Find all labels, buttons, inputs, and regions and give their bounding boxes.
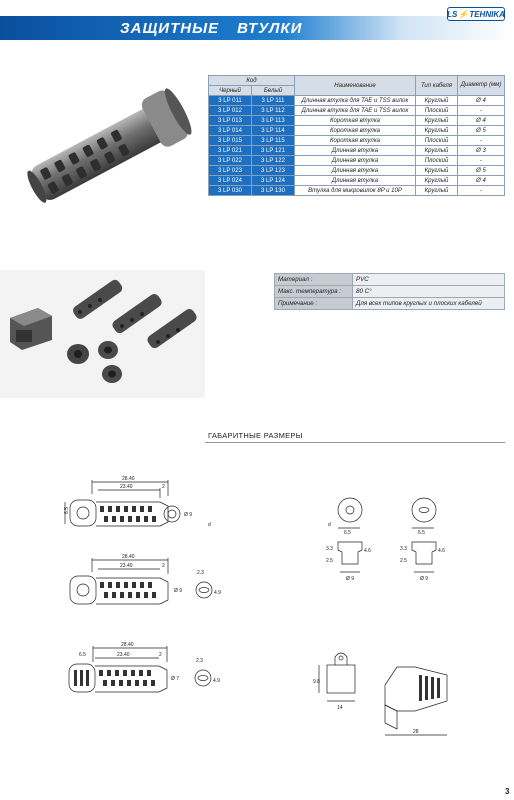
table-row <box>209 116 505 126</box>
black-code: 3 LP 024 <box>209 176 252 186</box>
dim-4-6: 4.6 <box>438 548 445 554</box>
header-name: Наименование <box>295 76 416 96</box>
dim-2-5: 2.5 <box>326 558 333 564</box>
dimensions-divider <box>205 442 505 443</box>
white-code: 3 LP 113 <box>252 116 295 126</box>
diameter: Ø 5 <box>458 166 505 176</box>
dim-4-6: 4.6 <box>364 548 371 554</box>
product-table <box>208 75 505 196</box>
product-name: Длинная втулка <box>295 146 416 156</box>
lightning-icon: ⚡ <box>458 9 469 19</box>
header-white: Белый <box>252 86 295 96</box>
note-label: Примечание : <box>275 298 353 310</box>
white-code: 3 LP 111 <box>252 96 295 106</box>
diameter: - <box>458 186 505 196</box>
white-code: 3 LP 121 <box>252 146 295 156</box>
dim-14: 14 <box>337 705 343 711</box>
table-row <box>209 176 505 186</box>
drawing-long-boot-2 <box>60 552 220 610</box>
table-row <box>209 106 505 116</box>
logo-right-text: TEHNIKA <box>469 9 505 19</box>
white-code: 3 LP 130 <box>252 186 295 196</box>
table-row <box>209 96 505 106</box>
dim-dia7: Ø 7 <box>171 676 180 682</box>
logo-left-text: LS <box>447 9 458 19</box>
cable-type: Плоский <box>416 136 458 146</box>
diameter: - <box>458 156 505 166</box>
drawing-rj45-boot <box>315 645 465 740</box>
product-name: Длинная втулка <box>295 176 416 186</box>
dim-6-5: 6.5 <box>64 507 70 514</box>
black-code: 3 LP 030 <box>209 186 252 196</box>
product-name: Длинная втулка <box>295 156 416 166</box>
dim-3-3: 3.3 <box>400 546 407 552</box>
cable-type: Плоский <box>416 106 458 116</box>
dim-6-5: 6.5 <box>344 530 351 536</box>
dim-23-40: 23.40 <box>120 563 133 569</box>
dim-dia9: Ø 9 <box>420 576 429 582</box>
dim-23-40: 23.40 <box>117 652 130 658</box>
brand-logo <box>447 7 505 21</box>
title-word-1: ЗАЩИТНЫЕ <box>120 20 220 37</box>
dim-dia9: Ø 9 <box>346 576 355 582</box>
temperature-value: 80 C° <box>353 286 505 298</box>
black-code: 3 LP 021 <box>209 146 252 156</box>
white-code: 3 LP 112 <box>252 106 295 116</box>
black-code: 3 LP 014 <box>209 126 252 136</box>
cable-type: Круглый <box>416 96 458 106</box>
white-code: 3 LP 114 <box>252 126 295 136</box>
dim-3-3: 3.3 <box>326 546 333 552</box>
page-title <box>120 20 302 37</box>
header-black: Черный <box>209 86 252 96</box>
dim-2-3: 2.3 <box>197 570 204 576</box>
white-code: 3 LP 115 <box>252 136 295 146</box>
dim-2: 2 <box>162 563 165 569</box>
dim-2-3: 2.3 <box>196 658 203 664</box>
product-name: Короткая втулка <box>295 116 416 126</box>
white-code: 3 LP 124 <box>252 176 295 186</box>
diameter: Ø 4 <box>458 176 505 186</box>
diameter: - <box>458 106 505 116</box>
dimensions-heading: ГАБАРИТНЫЕ РАЗМЕРЫ <box>208 431 303 440</box>
diameter: Ø 5 <box>458 126 505 136</box>
temperature-label: Макс. температура : <box>275 286 353 298</box>
dim-d: d <box>328 522 331 528</box>
title-word-2: ВТУЛКИ <box>237 20 303 37</box>
black-code: 3 LP 022 <box>209 156 252 166</box>
dim-28-40: 28.40 <box>121 642 134 648</box>
drawing-long-boot-3 <box>55 640 220 700</box>
dim-2-5: 2.5 <box>400 558 407 564</box>
dim-4-9: 4.9 <box>214 590 221 596</box>
cable-type: Круглый <box>416 146 458 156</box>
black-code: 3 LP 011 <box>209 96 252 106</box>
black-code: 3 LP 015 <box>209 136 252 146</box>
dim-dia9: Ø 9 <box>174 588 183 594</box>
header-diameter: Диаметр (мм) <box>458 76 505 96</box>
drawing-short-boots <box>318 490 468 580</box>
dim-28-40: 28.40 <box>122 554 135 560</box>
white-code: 3 LP 122 <box>252 156 295 166</box>
cable-type: Круглый <box>416 116 458 126</box>
product-name: Длинная втулка для TAE и TSS вилок <box>295 106 416 116</box>
spec-table <box>274 273 505 310</box>
drawing-long-boot-1 <box>60 472 220 532</box>
table-row <box>209 146 505 156</box>
cable-type: Круглый <box>416 186 458 196</box>
material-value: PVC <box>353 274 505 286</box>
table-row <box>209 126 505 136</box>
diameter: - <box>458 136 505 146</box>
table-row <box>209 136 505 146</box>
dim-6-5: 6.5 <box>418 530 425 536</box>
dim-6-5: 6.5 <box>79 652 86 658</box>
diameter: Ø 4 <box>458 116 505 126</box>
product-name: Длинная втулка для TAE и TSS вилок <box>295 96 416 106</box>
dim-23-40: 23.40 <box>120 484 133 490</box>
material-label: Материал : <box>275 274 353 286</box>
product-name: Короткая втулка <box>295 126 416 136</box>
dim-4-9: 4.9 <box>213 678 220 684</box>
header-cable: Тип кабеля <box>416 76 458 96</box>
table-row <box>209 156 505 166</box>
product-photo-long-boot <box>8 80 204 220</box>
dim-2: 2 <box>159 652 162 658</box>
table-row <box>209 186 505 196</box>
header-code: Код <box>209 76 295 86</box>
cable-type: Круглый <box>416 176 458 186</box>
cable-type: Плоский <box>416 156 458 166</box>
dim-9-8: 9.8 <box>313 679 320 685</box>
dim-28: 28 <box>413 729 419 735</box>
dim-2: 2 <box>162 484 165 490</box>
dim-dia9: Ø 9 <box>184 512 193 518</box>
dim-d: d <box>208 522 211 528</box>
note-value: Для всех типов круглых и плоских кабелей <box>353 298 505 310</box>
product-name: Длинная втулка <box>295 166 416 176</box>
diameter: Ø 4 <box>458 96 505 106</box>
black-code: 3 LP 012 <box>209 106 252 116</box>
white-code: 3 LP 123 <box>252 166 295 176</box>
product-photo-assortment <box>0 270 205 398</box>
product-name: Короткая втулка <box>295 136 416 146</box>
table-row <box>209 166 505 176</box>
dim-28-40: 28.40 <box>122 476 135 482</box>
diameter: Ø 3 <box>458 146 505 156</box>
cable-type: Круглый <box>416 126 458 136</box>
cable-type: Круглый <box>416 166 458 176</box>
black-code: 3 LP 023 <box>209 166 252 176</box>
black-code: 3 LP 013 <box>209 116 252 126</box>
page-number: 3 <box>505 787 510 796</box>
product-name: Втулка для микровилок 8P и 10P <box>295 186 416 196</box>
